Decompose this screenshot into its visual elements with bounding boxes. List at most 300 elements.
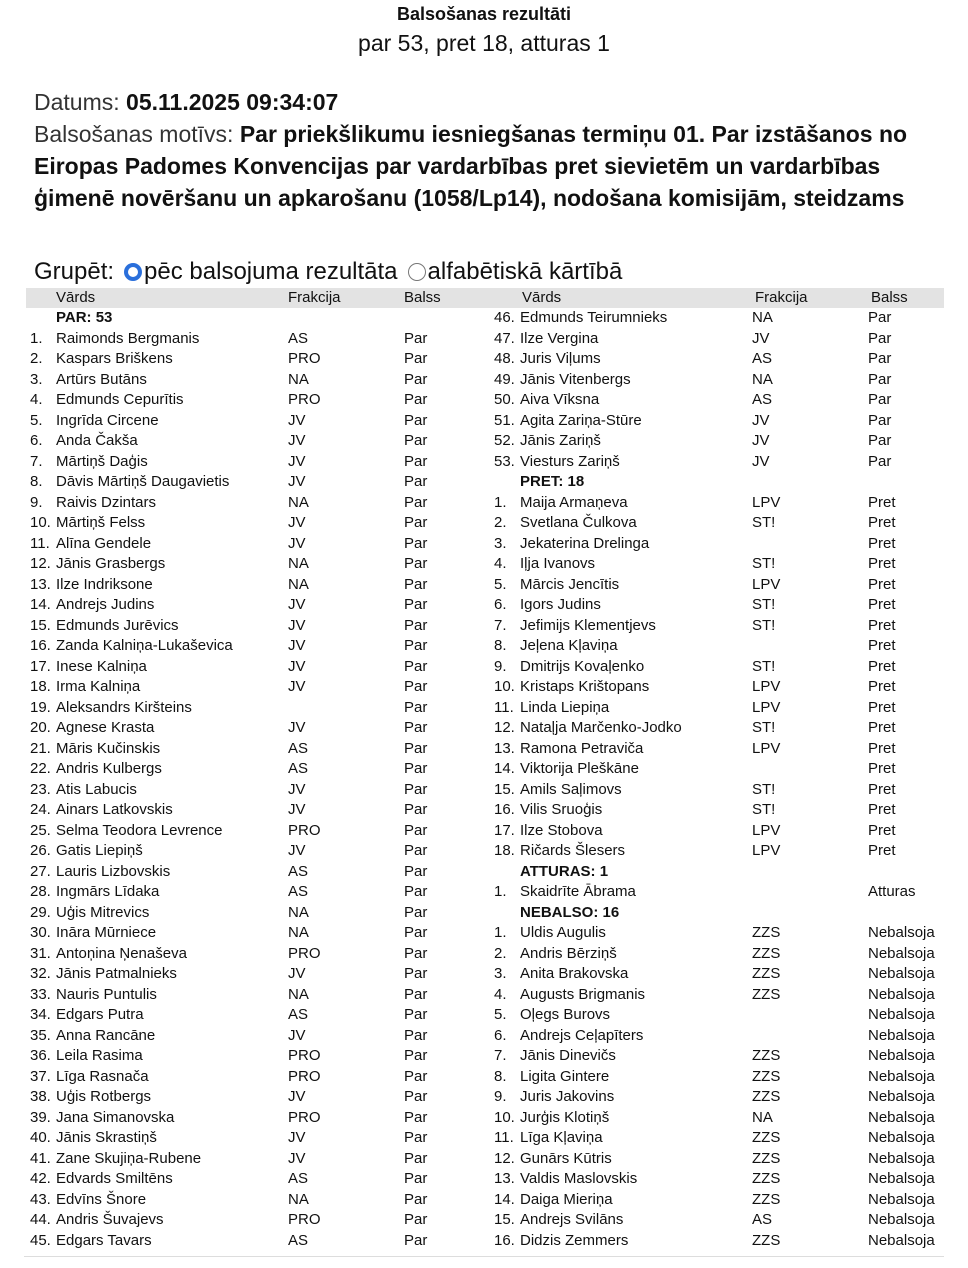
row-number: 13. — [494, 1170, 515, 1187]
member-name: Agita Zariņa-Stūre — [520, 411, 642, 429]
table-row — [26, 780, 488, 801]
table-row — [490, 718, 944, 739]
faction-cell: ST! — [752, 719, 776, 736]
table-row — [490, 308, 944, 329]
table-row — [490, 1210, 944, 1231]
row-number: 34. — [30, 1006, 51, 1023]
member-name: Andris Bērziņš — [520, 944, 617, 962]
row-number: 19. — [30, 698, 51, 716]
member-name: Andrejs Judins — [56, 596, 155, 613]
row-number: 1. — [494, 924, 507, 941]
member-name: Līga Kļaviņa — [520, 1129, 603, 1146]
row-number: 1. — [494, 493, 507, 511]
row-number: 51. — [494, 411, 515, 429]
table-row — [26, 431, 488, 452]
faction-cell: PRO — [288, 821, 321, 839]
table-row — [490, 554, 944, 575]
row-number: 1. — [30, 329, 43, 347]
vote-cell: Pret — [868, 739, 896, 757]
table-row — [26, 595, 488, 616]
row-number: 13. — [494, 739, 515, 757]
member-name: Edmunds Teirumnieks — [520, 309, 668, 326]
row-number: 16. — [494, 1231, 515, 1249]
row-number: 52. — [494, 432, 515, 449]
faction-cell: AS — [288, 883, 309, 900]
row-number: 3. — [494, 534, 507, 552]
vote-cell: Par — [404, 350, 428, 367]
faction-cell: JV — [288, 596, 306, 613]
vote-cell: Par — [868, 452, 892, 470]
vote-cell: Par — [404, 801, 428, 818]
faction-cell: PRO — [288, 391, 321, 408]
vote-cell: Nebalsoja — [868, 924, 935, 941]
table-row — [490, 534, 944, 555]
vote-cell: Pret — [868, 678, 896, 695]
row-number: 45. — [30, 1231, 51, 1249]
vote-cell: Par — [404, 883, 428, 900]
row-number: 10. — [494, 678, 515, 695]
vote-cell: Par — [404, 432, 428, 449]
member-name: Daiga Mieriņa — [520, 1190, 613, 1208]
faction-cell: JV — [288, 1149, 306, 1167]
member-name: Aleksandrs Kiršteins — [56, 698, 192, 716]
row-number: 32. — [30, 965, 51, 982]
grouping-control — [34, 256, 622, 288]
vote-cell: Par — [404, 985, 428, 1003]
table-row — [26, 841, 488, 862]
row-number: 10. — [30, 514, 51, 531]
row-number: 15. — [494, 780, 515, 798]
vote-cell: Par — [404, 903, 428, 921]
member-name: Antoņina Ņenaševa — [56, 944, 187, 962]
member-name: Leila Rasima — [56, 1047, 143, 1064]
vote-cell: Par — [404, 760, 428, 777]
table-row — [26, 821, 488, 842]
table-row — [490, 1026, 944, 1047]
faction-cell: JV — [288, 432, 306, 449]
vote-cell: Pret — [868, 616, 896, 634]
member-name: Andrejs Svilāns — [520, 1211, 624, 1228]
row-number: 3. — [30, 370, 43, 388]
table-row — [490, 349, 944, 370]
faction-cell: AS — [288, 1006, 309, 1023]
member-name: Zane Skujiņa-Rubene — [56, 1149, 202, 1167]
member-name: Jeļena Kļaviņa — [520, 637, 618, 654]
member-name: Jekaterina Drelinga — [520, 534, 650, 552]
row-number: 16. — [494, 801, 515, 818]
faction-cell: JV — [288, 842, 306, 859]
header-faction-left: Frakcija — [288, 289, 341, 306]
member-name: Viktorija Pleškāne — [520, 760, 639, 777]
vote-cell: Par — [868, 391, 892, 408]
vote-cell: Par — [404, 1047, 428, 1064]
vote-cell: Nebalsoja — [868, 1047, 935, 1064]
vote-cell: Nebalsoja — [868, 1026, 935, 1044]
header-name-left: Vārds — [56, 289, 96, 306]
vote-cell: Nebalsoja — [868, 1149, 935, 1167]
member-name: Raimonds Bergmanis — [56, 329, 200, 347]
row-number: 44. — [30, 1211, 51, 1228]
member-name: Edgars Putra — [56, 1006, 144, 1023]
row-number: 48. — [494, 350, 515, 367]
row-number: 26. — [30, 842, 51, 859]
row-number: 46. — [494, 309, 515, 326]
faction-cell: JV — [288, 678, 306, 695]
faction-cell: AS — [288, 1231, 309, 1249]
faction-cell: AS — [288, 1170, 309, 1187]
table-row — [490, 370, 944, 391]
member-name: Ilze Stobova — [520, 821, 603, 839]
faction-cell: JV — [288, 801, 306, 818]
row-number: 11. — [30, 534, 50, 552]
row-number: 28. — [30, 883, 51, 900]
member-name: Andris Kulbergs — [56, 760, 162, 777]
faction-cell: ZZS — [752, 1047, 781, 1064]
vote-cell: Par — [404, 452, 428, 470]
row-number: 4. — [494, 555, 507, 572]
group-heading-label: NEBALSO: 16 — [520, 903, 620, 921]
faction-cell: NA — [288, 370, 309, 388]
table-row — [26, 677, 488, 698]
faction-cell: AS — [752, 350, 773, 367]
member-name: Didzis Zemmers — [520, 1231, 629, 1249]
member-name: Mārtiņš Daģis — [56, 452, 148, 470]
member-name: Agnese Krasta — [56, 719, 155, 736]
vote-cell: Par — [404, 596, 428, 613]
row-number: 10. — [494, 1108, 515, 1126]
radio-by-result-label[interactable]: pēc balsojuma rezultāta — [144, 258, 398, 285]
faction-cell: JV — [288, 657, 306, 675]
vote-cell: Par — [404, 678, 428, 695]
row-number: 50. — [494, 391, 515, 408]
member-name: Anna Rancāne — [56, 1026, 156, 1044]
left-column — [26, 308, 488, 1251]
right-column — [490, 308, 944, 1251]
row-number: 2. — [494, 944, 507, 962]
faction-cell: ZZS — [752, 1170, 781, 1187]
row-number: 30. — [30, 924, 51, 941]
row-number: 15. — [494, 1211, 515, 1228]
vote-cell: Par — [404, 944, 428, 962]
table-row — [26, 698, 488, 719]
faction-cell: ZZS — [752, 1190, 781, 1208]
row-number: 33. — [30, 985, 51, 1003]
member-name: Uģis Rotbergs — [56, 1088, 152, 1105]
table-row — [26, 800, 488, 821]
member-name: Svetlana Čulkova — [520, 514, 637, 531]
table-row — [26, 1210, 488, 1231]
faction-cell: PRO — [288, 350, 321, 367]
faction-cell: PRO — [288, 944, 321, 962]
row-number: 4. — [30, 391, 43, 408]
row-number: 7. — [30, 452, 43, 470]
faction-cell: NA — [752, 370, 773, 388]
table-row — [26, 616, 488, 637]
faction-cell: JV — [288, 780, 306, 798]
row-number: 37. — [30, 1067, 51, 1085]
group-heading-label: PAR: 53 — [56, 309, 113, 326]
date-row — [34, 86, 944, 118]
table-row — [490, 411, 944, 432]
table-row — [490, 390, 944, 411]
motive-label: Balsošanas motīvs: — [34, 121, 234, 147]
member-name: Jurģis Klotiņš — [520, 1108, 610, 1126]
row-number: 21. — [30, 739, 51, 757]
table-row — [490, 513, 944, 534]
vote-cell: Par — [404, 555, 428, 572]
row-number: 12. — [494, 719, 515, 736]
table-row — [26, 1169, 488, 1190]
vote-cell: Pret — [868, 596, 896, 613]
row-number: 5. — [494, 575, 507, 593]
faction-cell: LPV — [752, 842, 781, 859]
member-name: Linda Liepiņa — [520, 698, 610, 716]
vote-cell: Par — [404, 1006, 428, 1023]
table-row — [490, 1128, 944, 1149]
group-heading-label: PRET: 18 — [520, 473, 585, 490]
member-name: Ilze Indriksone — [56, 575, 153, 593]
row-number: 18. — [494, 842, 515, 859]
vote-cell: Par — [404, 924, 428, 941]
table-row — [490, 841, 944, 862]
member-name: Iļja Ivanovs — [520, 555, 596, 572]
member-name: Ričards Šlesers — [520, 842, 626, 859]
faction-cell: JV — [288, 534, 306, 552]
member-name: Lauris Lizbovskis — [56, 862, 171, 880]
member-name: Viesturs Zariņš — [520, 452, 620, 470]
faction-cell: ZZS — [752, 1088, 781, 1105]
table-row — [490, 1067, 944, 1088]
table-row — [490, 431, 944, 452]
vote-cell: Par — [404, 842, 428, 859]
member-name: Līga Rasnača — [56, 1067, 149, 1085]
row-number: 11. — [494, 698, 514, 716]
table-row — [490, 739, 944, 760]
radio-by-result[interactable] — [124, 263, 142, 281]
table-row — [490, 657, 944, 678]
faction-cell: LPV — [752, 821, 781, 839]
row-number: 5. — [494, 1006, 507, 1023]
row-number: 7. — [494, 616, 507, 634]
faction-cell: JV — [752, 329, 770, 347]
member-name: Edmunds Cepurītis — [56, 391, 184, 408]
faction-cell: NA — [752, 309, 773, 326]
row-number: 38. — [30, 1088, 51, 1105]
results-table — [26, 288, 944, 1249]
vote-cell: Pret — [868, 514, 896, 531]
member-name: Jefimijs Klementjevs — [520, 616, 656, 634]
faction-cell: ZZS — [752, 924, 781, 941]
faction-cell: ST! — [752, 555, 776, 572]
faction-cell: LPV — [752, 575, 781, 593]
faction-cell: AS — [752, 391, 773, 408]
vote-cell: Par — [404, 391, 428, 408]
vote-cell: Par — [404, 616, 428, 634]
table-row — [490, 923, 944, 944]
row-number: 1. — [494, 883, 507, 900]
row-number: 20. — [30, 719, 51, 736]
table-row — [26, 923, 488, 944]
faction-cell: JV — [288, 473, 306, 490]
member-name: Māris Kučinskis — [56, 739, 161, 757]
faction-cell: NA — [288, 1190, 309, 1208]
row-number: 31. — [30, 944, 51, 962]
faction-cell: AS — [288, 760, 309, 777]
member-name: Kaspars Briškens — [56, 350, 173, 367]
vote-cell: Par — [404, 411, 428, 429]
vote-cell: Nebalsoja — [868, 944, 935, 962]
table-row — [490, 1190, 944, 1211]
vote-cell: Par — [404, 739, 428, 757]
faction-cell: AS — [288, 862, 309, 880]
member-name: Juris Viļums — [520, 350, 601, 367]
header-faction-right: Frakcija — [755, 289, 808, 306]
header-vote-right: Balss — [871, 289, 908, 306]
row-number: 24. — [30, 801, 51, 818]
radio-alphabetical[interactable] — [408, 263, 426, 281]
member-name: Mārcis Jencītis — [520, 575, 620, 593]
row-number: 12. — [30, 555, 51, 572]
vote-cell: Pret — [868, 821, 896, 839]
table-row — [26, 1128, 488, 1149]
member-name: Alīna Gendele — [56, 534, 152, 552]
faction-cell: PRO — [288, 1047, 321, 1064]
vote-cell: Par — [404, 1108, 428, 1126]
motive-row — [34, 118, 944, 214]
faction-cell: JV — [752, 411, 770, 429]
faction-cell: LPV — [752, 493, 781, 511]
vote-cell: Par — [868, 411, 892, 429]
member-name: Amils Saļimovs — [520, 780, 622, 798]
table-row — [490, 1169, 944, 1190]
table-row — [26, 1026, 488, 1047]
member-name: Igors Judins — [520, 596, 601, 613]
table-row — [26, 759, 488, 780]
faction-cell: JV — [752, 432, 770, 449]
row-number: 4. — [494, 985, 507, 1003]
page-title: Balsošanas rezultāti — [396, 4, 572, 24]
member-name: Ligita Gintere — [520, 1067, 610, 1085]
table-row — [490, 595, 944, 616]
table-row — [26, 329, 488, 350]
vote-cell: Pret — [868, 760, 896, 777]
table-row — [490, 452, 944, 473]
table-row — [26, 985, 488, 1006]
member-name: Nataļja Marčenko-Jodko — [520, 719, 682, 736]
vote-cell: Par — [404, 657, 428, 675]
table-row — [26, 370, 488, 391]
table-row — [490, 575, 944, 596]
faction-cell: JV — [288, 719, 306, 736]
table-row — [26, 390, 488, 411]
faction-cell: NA — [752, 1108, 773, 1126]
table-row — [26, 657, 488, 678]
member-name: Augusts Brigmanis — [520, 985, 646, 1003]
row-number: 11. — [494, 1129, 514, 1146]
member-name: Valdis Maslovskis — [520, 1170, 638, 1187]
vote-cell: Par — [404, 1088, 428, 1105]
row-number: 8. — [494, 1067, 507, 1085]
vote-cell: Nebalsoja — [868, 965, 935, 982]
radio-alphabetical-label[interactable]: alfabētiskā kārtībā — [427, 258, 623, 285]
vote-cell: Par — [868, 370, 892, 388]
row-number: 9. — [494, 657, 507, 675]
row-number: 23. — [30, 780, 51, 798]
row-number: 7. — [494, 1047, 507, 1064]
member-name: Inese Kalniņa — [56, 657, 147, 675]
faction-cell: NA — [288, 493, 309, 511]
table-row — [26, 1108, 488, 1129]
member-name: Ināra Mūrniece — [56, 924, 157, 941]
table-row — [490, 882, 944, 903]
member-name: Artūrs Butāns — [56, 370, 147, 388]
vote-cell: Par — [868, 329, 892, 347]
vote-cell: Nebalsoja — [868, 1006, 935, 1023]
row-number: 6. — [30, 432, 43, 449]
vote-cell: Nebalsoja — [868, 1190, 935, 1208]
vote-cell: Nebalsoja — [868, 1067, 935, 1085]
table-row — [490, 1046, 944, 1067]
faction-cell: JV — [288, 1088, 306, 1105]
faction-cell: JV — [288, 514, 306, 531]
member-name: Aiva Vīksna — [520, 391, 600, 408]
vote-cell: Pret — [868, 780, 896, 798]
results-summary: par 53, pret 18, atturas 1 — [358, 30, 610, 56]
table-row — [490, 985, 944, 1006]
row-number: 17. — [494, 821, 515, 839]
row-number: 27. — [30, 862, 51, 880]
row-number: 18. — [30, 678, 51, 695]
member-name: Nauris Puntulis — [56, 985, 157, 1003]
member-name: Ingmārs Līdaka — [56, 883, 160, 900]
vote-cell: Nebalsoja — [868, 1170, 935, 1187]
grouping-label: Grupēt: — [34, 258, 115, 285]
vote-cell: Pret — [868, 534, 896, 552]
vote-cell: Par — [404, 534, 428, 552]
row-number: 9. — [494, 1088, 507, 1105]
table-row — [26, 1149, 488, 1170]
vote-cell: Par — [404, 637, 428, 654]
motive-value: Par priekšlikumu iesniegšanas termiņu 01. Par izstāšanos no Eiropas Padomes Konvencijas par vardarbības pret sievietēm un vardarbības ģimenē novēršanu un apkarošanu (1058/Lp14), nodošana komisijām, steidzams — [34, 121, 908, 211]
table-row — [490, 616, 944, 637]
member-name: Irma Kalniņa — [56, 678, 141, 695]
vote-cell: Atturas — [868, 883, 916, 900]
member-name: Edmunds Jurēvics — [56, 616, 179, 634]
table-row — [26, 513, 488, 534]
row-number: 25. — [30, 821, 51, 839]
row-number: 9. — [30, 493, 43, 511]
faction-cell: ZZS — [752, 1231, 781, 1249]
vote-cell: Par — [404, 719, 428, 736]
row-number: 12. — [494, 1149, 515, 1167]
date-value: 05.11.2025 09:34:07 — [126, 89, 339, 115]
faction-cell: ZZS — [752, 965, 781, 982]
faction-cell: ST! — [752, 616, 776, 634]
vote-cell: Par — [404, 780, 428, 798]
member-name: Andrejs Ceļapīters — [520, 1026, 644, 1044]
vote-cell: Par — [404, 1129, 428, 1146]
faction-cell: PRO — [288, 1067, 321, 1085]
table-row — [26, 1005, 488, 1026]
row-number: 14. — [494, 760, 515, 777]
member-name: Gatis Liepiņš — [56, 842, 143, 859]
row-number: 36. — [30, 1047, 51, 1064]
member-name: Vilis Sruoģis — [520, 801, 603, 818]
vote-cell: Par — [404, 1231, 428, 1249]
table-row — [490, 677, 944, 698]
row-number: 49. — [494, 370, 515, 388]
member-name: Kristaps Krištopans — [520, 678, 650, 695]
